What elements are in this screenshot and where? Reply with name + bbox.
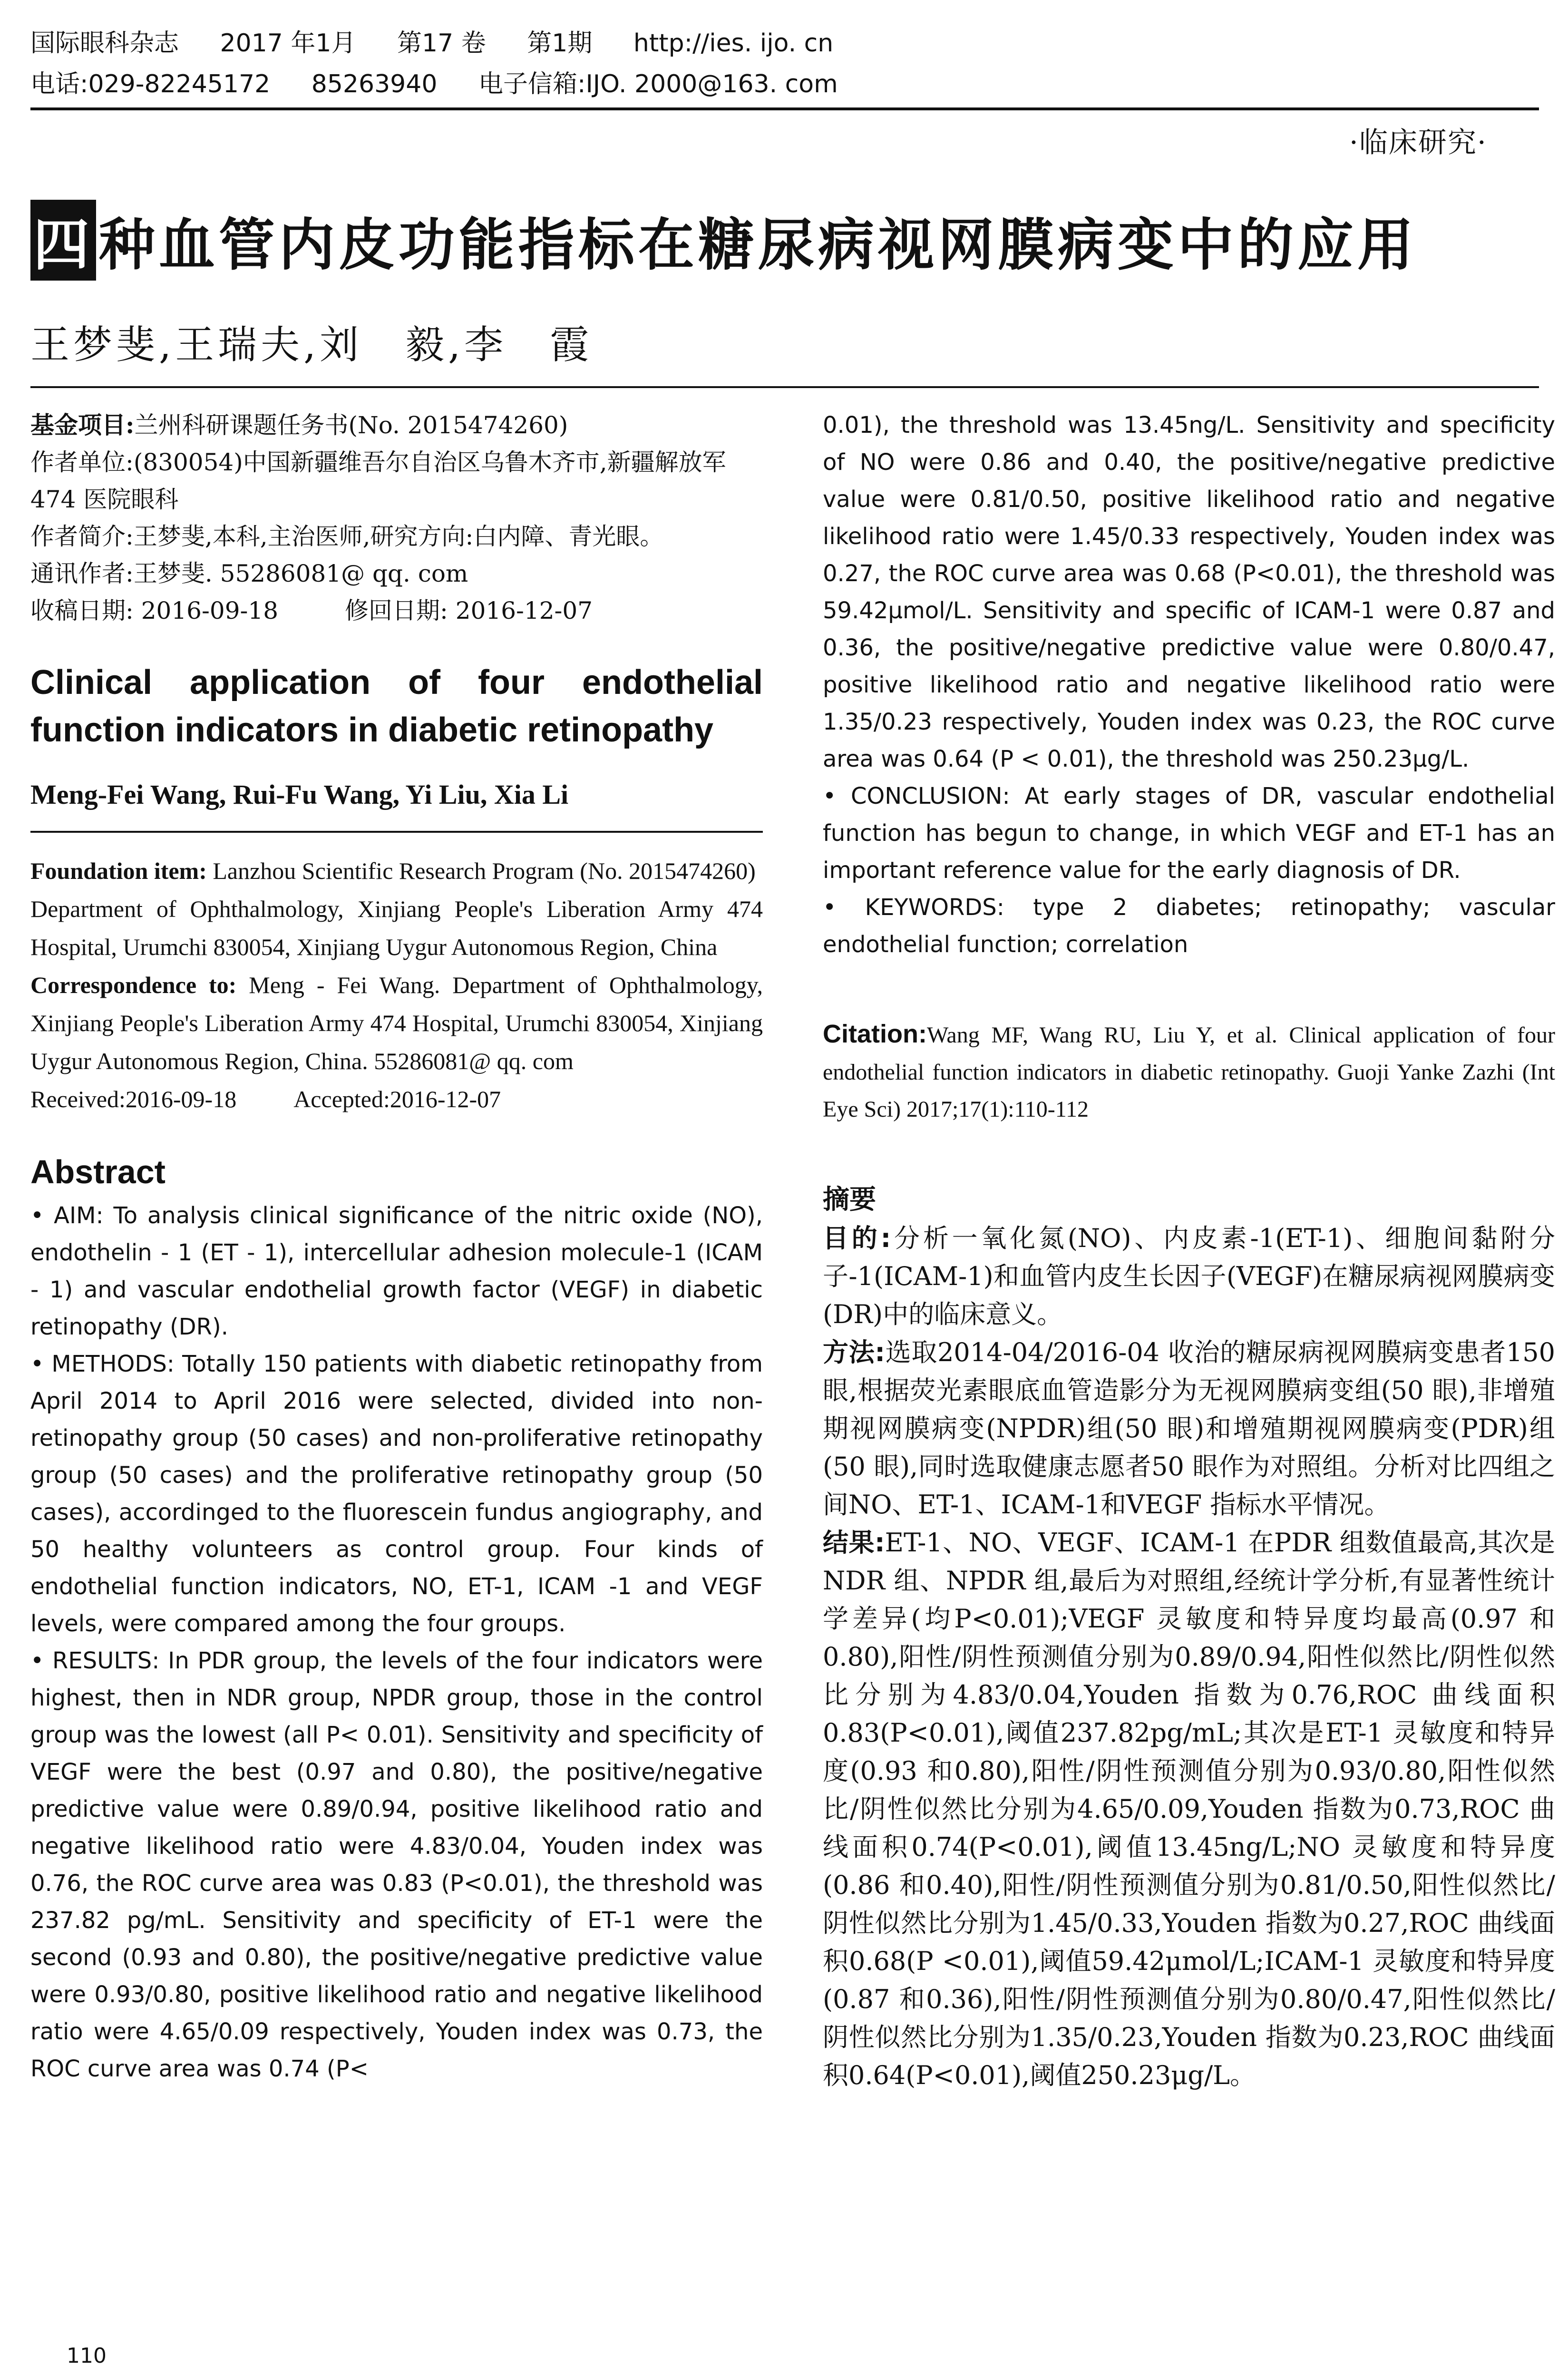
foundation-text: Lanzhou Scientific Research Program (No. 2015474260) [206, 857, 756, 884]
revised-zh: 修回日期: 2016-12-07 [345, 597, 593, 624]
abstract-right [823, 407, 1555, 963]
corr-line: 通讯作者:王梦斐. 55286081@ qq. com [30, 560, 468, 587]
issue-number: 第1期 [527, 29, 593, 58]
zh-results-label: 结果: [823, 1528, 885, 1558]
affiliation-block [30, 852, 763, 1118]
fund-line [30, 407, 763, 444]
citation-label: Citation: [823, 1020, 927, 1048]
meta-zh [30, 407, 763, 629]
abstract-aim: • AIM: To analysis clinical significance of the nitric oxide (NO), endothelin - 1 (ET - 1), intercellular adhesion molecule-1 (ICAM - 1) and vascular endothelial growth factor (VEGF) in diabetic retinopathy (DR). [30, 1202, 763, 1340]
email-link[interactable]: 电子信箱:IJO. 2000@163. com [478, 70, 838, 98]
authors-zh: 王梦斐,王瑞夫,刘 毅,李 霞 [30, 322, 593, 368]
zh-results [823, 1524, 1555, 2094]
citation [823, 1015, 1555, 1128]
phone: 电话:029-82245172 [30, 70, 271, 98]
zh-results-text: ET-1、NO、VEGF、ICAM-1 在PDR 组数值最高,其次是NDR 组、NPDR 组,最后为对照组,经统计学分析,有显著性统计学差异(均P<0.01);VEGF 灵敏度和特异度均最高(0.97 和0.80),阳性/阴性预测值分别为0.89/0.94,阳性似然比/阴性似然比分别为4.83/0.04,Youden 指数为0.76,ROC 曲线面积0.83(P<0.01),阈值237.82pg/mL;其次是ET-1 灵敏度和特异度(0.93 和0.80),阳性/阴性预测值分别为0.93/0.80,阳性似然比/阴性似然比分别为4.65/0.09,Youden 指数为0.73,ROC 曲线面积0.74(P<0.01),阈值13.45ng/L;NO 灵敏度和特异度(0.86 和0.40),阳性/阴性预测值分别为0.81/0.50,阳性似然比/阴性似然比分别为1.45/0.33,Youden 指数为0.27,ROC 曲线面积0.68(P <0.01),阈值59.42μmol/L;ICAM-1 灵敏度和特异度(0.87 和0.36),阳性/阴性预测值分别为0.80/0.47,阳性似然比/阴性似然比分别为1.35/0.23,Youden 指数为0.23,ROC 曲线面积0.64(P<0.01),阈值250.23μg/L。 [823, 1528, 1555, 2090]
department-line: Department of Ophthalmology, Xinjiang People's Liberation Army 474 Hospital, Urumchi 830054, Xinjiang Uygur Autonomous Region, China [30, 896, 763, 960]
running-header [30, 23, 871, 105]
citation-text: Wang MF, Wang RU, Liu Y, et al. Clinical application of four endothelial function indicators in diabetic retinopathy. Guoji Yanke Zazhi (Int Eye Sci) 2017;17(1):110-112 [823, 1023, 1555, 1122]
abstract-heading: Abstract [30, 1153, 166, 1190]
foundation-label: Foundation item: [30, 857, 207, 884]
unit-line: 作者单位:(830054)中国新疆维吾尔自治区乌鲁木齐市,新疆解放军474 医院眼科 [30, 448, 726, 513]
title-text: 种血管内皮功能指标在糖尿病视网膜病变中的应用 [99, 212, 1418, 278]
article-title [30, 200, 1417, 281]
received-en: Received:2016-09-18 [30, 1086, 237, 1112]
correspondence-line [30, 966, 763, 1080]
page-number: 110 [67, 2344, 107, 2368]
authors-rule [30, 386, 1539, 388]
correspondence-text: Meng - Fei Wang. Department of Ophthalmology, Xinjiang People's Liberation Army 474 Hospital, Urumchi 830054, Xinjiang Uygur Autonomous Region, China. 55286081@ qq. com [30, 972, 763, 1074]
abstract-left [30, 1197, 763, 2087]
title-initial: 四 [30, 200, 96, 281]
foundation-line [30, 852, 763, 890]
website-link[interactable]: http://ies. ijo. cn [633, 29, 834, 58]
bio-line: 作者简介:王梦斐,本科,主治医师,研究方向:白内障、青光眼。 [30, 523, 664, 550]
accepted-en: Accepted:2016-12-07 [293, 1086, 501, 1112]
english-authors: Meng-Fei Wang, Rui-Fu Wang, Yi Liu, Xia Li [30, 776, 763, 833]
dates-line [30, 592, 763, 629]
header-rule [30, 107, 1539, 110]
journal-name: 国际眼科杂志 [30, 29, 179, 58]
zh-methods-label: 方法: [823, 1337, 885, 1367]
correspondence-label: Correspondence to: [30, 972, 237, 998]
abstract-methods: • METHODS: Totally 150 patients with diabetic retinopathy from April 2014 to April 2016 were selected, divided into non-retinopathy group (50 cases) and non-proliferative retinopathy group (50 cases) and the proliferative retinopathy group (50 cases), accordinged to the fluorescein fundus angiography, and 50 healthy volunteers as control group. Four kinds of endothelial function indicators, NO, ET-1, ICAM -1 and VEGF levels, were compared among the four groups. [30, 1351, 763, 1637]
fund-text: 兰州科研课题任务书(No. 2015474260) [134, 411, 568, 439]
received-zh: 收稿日期: 2016-09-18 [30, 597, 279, 624]
received-accepted-line [30, 1080, 763, 1118]
zh-abstract [823, 1219, 1555, 2094]
zh-aim [823, 1219, 1555, 1334]
zh-abstract-heading: 摘要 [823, 1184, 876, 1215]
fund-label: 基金项目: [30, 411, 135, 439]
zh-methods-text: 选取2014-04/2016-04 收治的糖尿病视网膜病变患者150 眼,根据荧光素眼底血管造影分为无视网膜病变组(50 眼),非增殖期视网膜病变(NPDR)组(50 眼)和增殖期视网膜病变(PDR)组(50 眼),同时选取健康志愿者50 眼作为对照组。分析对比四组之间NO、ET-1、ICAM-1和VEGF 指标水平情况。 [823, 1337, 1555, 1520]
abstract-keywords: • KEYWORDS: type 2 diabetes; retinopathy; vascular endothelial function; correlation [823, 894, 1555, 958]
abstract-results-part1: • RESULTS: In PDR group, the levels of the four indicators were highest, then in NDR group, NPDR group, those in the control group was the lowest (all P< 0.01). Sensitivity and specificity of VEGF were the best (0.97 and 0.80), the positive/negative predictive value were 0.89/0.94, positive likelihood ratio and negative likelihood ratio were 4.83/0.04, Youden index was 0.76, the ROC curve area was 0.83 (P<0.01), the threshold was 237.82 pg/mL. Sensitivity and specificity of ET-1 were the second (0.93 and 0.80), the positive/negative predictive value were 0.93/0.80, positive likelihood ratio and negative likelihood ratio were 4.65/0.09 respectively, Youden index was 0.73, the ROC curve area was 0.74 (P< [30, 1647, 763, 2082]
abstract-conclusion: • CONCLUSION: At early stages of DR, vascular endothelial function has begun to change, in which VEGF and ET-1 has an important reference value for the early diagnosis of DR. [823, 783, 1555, 884]
english-title: Clinical application of four endothelial function indicators in diabetic retinopathy [30, 663, 763, 749]
right-column [823, 407, 1555, 2094]
phone-2: 85263940 [311, 70, 438, 98]
left-column [30, 407, 763, 2087]
section-tag: ·临床研究· [1349, 126, 1487, 159]
abstract-results-part2: 0.01), the threshold was 13.45ng/L. Sensitivity and specificity of NO were 0.86 and 0.40, the positive/negative predictive value were 0.81/0.50, positive likelihood ratio and negative likelihood ratio were 1.45/0.33 respectively, Youden index was 0.27, the ROC curve area was 0.68 (P<0.01), the threshold was 59.42μmol/L. Sensitivity and specific of ICAM-1 were 0.87 and 0.36, the positive/negative predictive value were 0.80/0.47, positive likelihood ratio and negative likelihood ratio were 1.35/0.23 respectively, Youden index was 0.23, the ROC curve area was 0.64 (P < 0.01), the threshold was 250.23μg/L. [823, 412, 1555, 772]
volume: 第17 卷 [397, 29, 486, 58]
zh-aim-label: 目的: [823, 1223, 891, 1253]
zh-methods [823, 1334, 1555, 1524]
issue-year: 2017 年1月 [220, 29, 356, 58]
zh-aim-text: 分析一氧化氮(NO)、内皮素-1(ET-1)、细胞间黏附分子-1(ICAM-1)和血管内皮生长因子(VEGF)在糖尿病视网膜病变(DR)中的临床意义。 [823, 1223, 1555, 1329]
